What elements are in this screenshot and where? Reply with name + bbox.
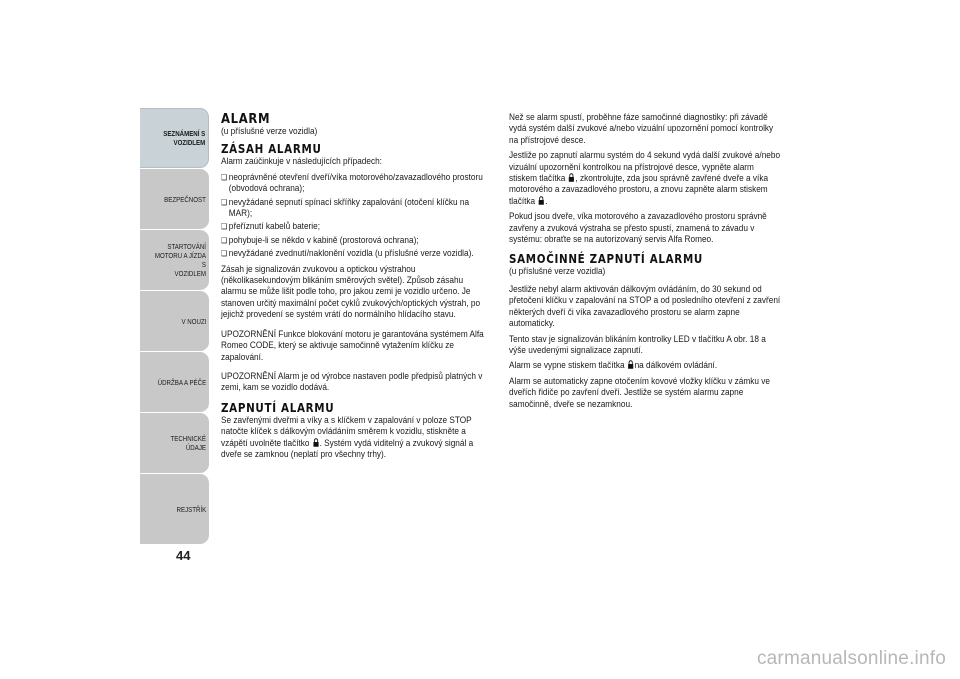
tab-bezpecnost[interactable]	[140, 169, 209, 229]
paragraph	[221, 415, 490, 461]
tab-technicke-udaje[interactable]	[140, 413, 209, 473]
text-part: na dálkovém ovládání.	[634, 360, 718, 372]
list-item: ❏ pohybuje-li se někdo v kabině (prostorová ochrana);	[221, 235, 490, 246]
warning-note: UPOZORNĚNÍ Funkce blokování motoru je garantována systémem Alfa Romeo CODE, který se aktivuje samočinně vytažením klíčku ze zapalování.	[221, 328, 484, 363]
list-item: ❏ nevyžádané zvednutí/naklonění vozidla (u příslušné verze vozidla).	[221, 248, 490, 259]
list-item: ❏ neoprávněné otevření dveří/víka motorového/zavazadlového prostoru (obvodová ochrana);	[221, 172, 490, 195]
tab-label: REJSTŘÍK	[176, 504, 206, 514]
tab-seznameni-s-vozidlem[interactable]	[140, 108, 209, 168]
text-part: .	[545, 195, 548, 207]
tab-label: SEZNÁMENÍ S VOZIDLEM	[162, 129, 205, 147]
lock-icon	[313, 438, 319, 447]
text-part: . Systém vydá viditelný a zvukový signál a dveře se zamknou (neplatí pro všechny trhy).	[221, 437, 474, 460]
tab-v-nouzi[interactable]	[140, 291, 209, 351]
text-part: Jestliže po zapnutí alarmu systém do 4 sekund vydá další zvukové a/nebo vizuální upozornění kontrolkou na přístrojové desce, vypněte alarm stiskem tlačítka	[509, 150, 781, 185]
list-item: ❏ nevyžádané sepnutí spínací skříňky zapalování (otočení klíčku na MAR);	[221, 197, 490, 220]
right-column	[509, 112, 784, 414]
left-column	[221, 112, 491, 464]
text-part: Alarm se vypne stiskem tlačítka	[509, 360, 625, 372]
paragraph	[509, 150, 783, 207]
heading-subtitle: (u příslušné verze vozidla)	[509, 266, 606, 278]
chapter-sidebar	[140, 108, 209, 544]
tab-label: TECHNICKÉ ÚDAJE	[170, 434, 206, 452]
lock-icon	[569, 173, 575, 182]
tab-startovani[interactable]	[140, 230, 209, 290]
heading-zasah-alarmu: ZÁSAH ALARMU	[221, 142, 322, 157]
paragraph: Alarm zaúčinkuje v následujících případech:	[221, 156, 382, 168]
trigger-list	[221, 172, 490, 260]
list-item: ❏ přeříznutí kabelů baterie;	[221, 221, 490, 232]
heading-zapnuti-alarmu: ZAPNUTÍ ALARMU	[221, 400, 335, 415]
heading-samocinne-zapnuti: SAMOČINNÉ ZAPNUTÍ ALARMU	[509, 252, 703, 267]
paragraph: Pokud jsou dveře, víka motorového a zavazadlového prostoru správně zavřeny a zvuková výstraha se přesto spustí, znamená to závadu v systému: obraťte se na autorizovaný servis Alfa Romeo.	[509, 211, 767, 246]
tab-label: V NOUZI	[181, 316, 206, 326]
title-subtitle: (u příslušné verze vozidla)	[221, 126, 318, 137]
tab-label: BEZPEČNOST	[164, 194, 206, 204]
warning-note: UPOZORNĚNÍ Alarm je od výrobce nastaven podle předpisů platných v zemi, kam se vozidlo dodává.	[221, 370, 483, 394]
paragraph: Tento stav je signalizován blikáním kontrolky LED v tlačítku A obr. 18 a výše uvedenými signalizace zapnutí.	[509, 333, 766, 356]
paragraph: Než se alarm spustí, proběhne fáze samočinné diagnostiky: při závadě vydá systém další zvukové a/nebo vizuální upozornění pomocí kontrolky na přístrojové desce.	[509, 112, 774, 146]
paragraph: Zásah je signalizován zvukovou a optickou výstrahou (několikasekundovým blikáním směrových světel). Způsob zásahu alarmu se může lišit podle toho, pro jakou zemi je vozidlo určeno. Je stanoven určitý maximální počet cyklů zvukových/optických výstrah, po jejichž provedení se systém vrátí do normálního hlídacího stavu.	[221, 263, 481, 321]
paragraph	[509, 360, 783, 371]
watermark: carmanualsonline.info	[756, 648, 946, 669]
tab-label: STARTOVÁNÍ MOTORU A JÍZDA S VOZIDLEM	[154, 242, 206, 278]
tab-udrzba-a-pece[interactable]	[140, 352, 209, 412]
text-part: Se zavřenými dveřmi a víky a s klíčkem v zapalování v poloze STOP natočte klíček s dálkovým ovládáním směrem k vozidlu, stiskněte a vzápětí uvolněte tlačítko	[221, 414, 472, 449]
lock-icon	[538, 196, 544, 205]
paragraph: Jestliže nebyl alarm aktivován dálkovým ovládáním, do 30 sekund od přetočení klíčku v zapalování na STOP a od posledního otevření z zavření některých dveří či víka zavazadlového prostoru se alarm zapne automaticky.	[509, 283, 781, 330]
page-number: 44	[176, 548, 191, 563]
tab-label: ÚDRŽBA A PÉČE	[157, 377, 206, 387]
tab-rejstrik[interactable]	[140, 474, 209, 544]
text-part: , zkontrolujte, zda jsou správně zavřené dveře a víka motorového a zavazadlového prostoru, a znovu zapněte alarm stiskem tlačítka	[509, 173, 769, 207]
section-title-alarm: ALARM	[221, 111, 271, 127]
lock-icon	[628, 360, 634, 369]
paragraph: Alarm se automaticky zapne otočením kovové vložky klíčku v zámku ve dveřích řidiče po zavření dveří. Jestliže se systém alarmu zapne samočinně, dveře se nezamknou.	[509, 375, 770, 410]
